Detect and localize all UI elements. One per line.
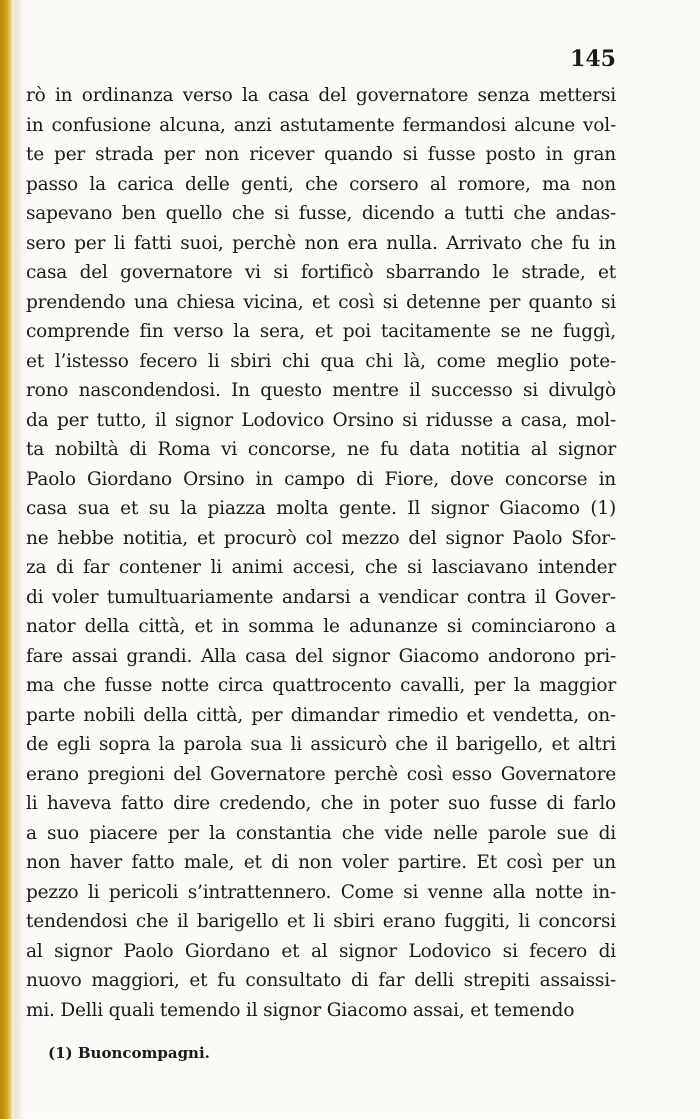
text-line: rò in ordinanza verso la casa del governatore senza mettersi (26, 85, 616, 106)
text-line: casa del governatore vi si fortificò sbarrando le strade, et (26, 262, 616, 283)
text-line: nator della città, et in somma le adunanze si cominciarono a (26, 616, 616, 637)
text-line: rono nascondendosi. In questo mentre il successo si divulgò (26, 380, 616, 401)
text-line: li haveva fatto dire credendo, che in poter suo fusse di farlo (26, 793, 616, 814)
text-line: prendendo una chiesa vicina, et così si detenne per quanto si (26, 291, 616, 313)
text-line: te per strada per non ricever quando si fusse posto in gran (26, 144, 616, 165)
text-line: tendendosi che il barigello et li sbiri erano fuggiti, li concorsi (26, 911, 616, 932)
text-line: passo la carica delle genti, che corsero al romore, ma non (26, 173, 616, 195)
text-line: de egli sopra la parola sua li assicurò che il barigello, et altri (26, 734, 616, 755)
text-line: ne hebbe notitia, et procurò col mezzo del signor Paolo Sfor- (26, 527, 616, 549)
footnote: (1) Buoncompagni. (48, 1044, 210, 1062)
text-line: comprende fin verso la sera, et poi tacitamente se ne fuggì, (26, 321, 616, 342)
text-line: za di far contener li animi accesi, che si lasciavano intender (26, 557, 616, 578)
text-line: ta nobiltà di Roma vi concorse, ne fu data notitia al signor (26, 439, 616, 460)
page-number: 145 (570, 46, 616, 72)
text-line: et l’istesso fecero li sbiri chi qua chi là, come meglio pote- (26, 350, 616, 372)
text-line: al signor Paolo Giordano et al signor Lodovico si fecero di (26, 940, 616, 962)
binding-shadow (14, 0, 24, 1119)
text-line: non haver fatto male, et di non voler partire. Et così per un (26, 852, 616, 873)
text-line: Paolo Giordano Orsino in campo di Fiore, dove concorse in (26, 468, 616, 490)
text-line: fare assai grandi. Alla casa del signor Giacomo andorono pri- (26, 645, 616, 667)
text-line: da per tutto, il signor Lodovico Orsino si ridusse a casa, mol- (26, 409, 616, 431)
body-text (26, 81, 616, 1025)
text-line: di voler tumultuariamente andarsi a vendicar contra il Gover- (26, 586, 616, 608)
text-line: mi. Delli quali temendo il signor Giacomo assai, et temendo (26, 999, 575, 1021)
text-line: erano pregioni del Governatore perchè così esso Governatore (26, 763, 616, 785)
text-line: sapevano ben quello che si fusse, dicendo a tutti che andas- (26, 203, 616, 224)
text-line: sero per li fatti suoi, perchè non era nulla. Arrivato che fu in (26, 232, 616, 254)
text-line: parte nobili della città, per dimandar rimedio et vendetta, on- (26, 704, 616, 726)
text-line: nuovo maggiori, et fu consultato di far delli strepiti assaissi- (26, 970, 616, 991)
text-line: ma che fusse notte circa quattrocento cavalli, per la maggior (26, 675, 616, 696)
page-binding-edge (0, 0, 14, 1119)
text-line: in confusione alcuna, anzi astutamente fermandosi alcune vol- (26, 114, 616, 136)
text-line: a suo piacere per la constantia che vide nelle parole sue di (26, 822, 616, 844)
text-line: casa sua et su la piazza molta gente. Il signor Giacomo (1) (26, 498, 616, 519)
text-line: pezzo li pericoli s’intrattennero. Come si venne alla notte in- (26, 881, 616, 903)
